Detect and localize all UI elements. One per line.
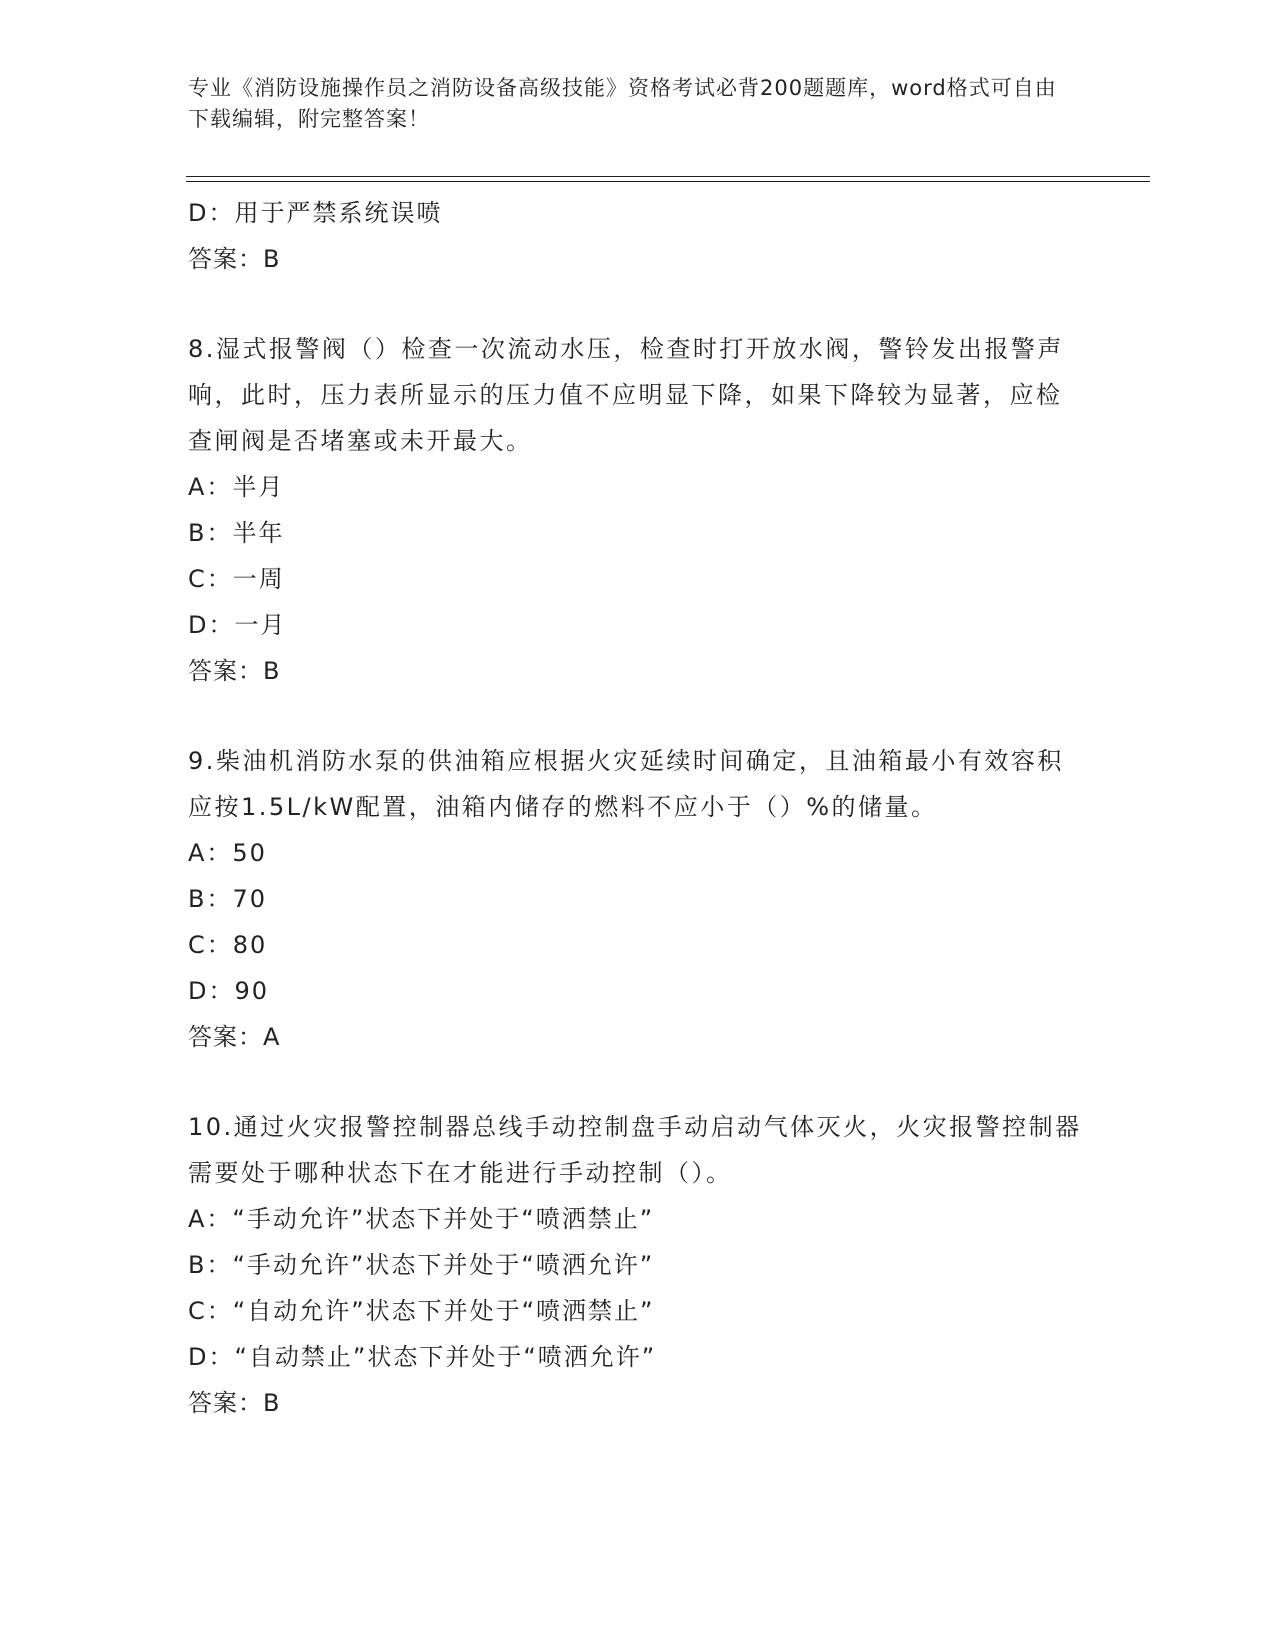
question-10	[188, 1104, 1088, 1426]
option-d: D：“自动禁止”状态下并处于“喷洒允许”	[188, 1343, 657, 1371]
option-c: C：“自动允许”状态下并处于“喷洒禁止”	[188, 1297, 655, 1325]
option-d: D：一月	[188, 611, 287, 639]
answer-line: 答案：B	[188, 245, 281, 273]
answer-line: 答案：B	[188, 1389, 281, 1417]
previous-question-tail	[188, 190, 1088, 282]
option-c: C：80	[188, 931, 268, 959]
option-b: B：“手动允许”状态下并处于“喷洒允许”	[188, 1251, 655, 1279]
question-text: 8.湿式报警阀（）检查一次流动水压，检查时打开放水阀，警铃发出报警声响，此时，压力表所显示的压力值不应明显下降，如果下降较为显著，应检查闸阀是否堵塞或未开最大。	[188, 335, 1064, 455]
question-text: 10.通过火灾报警控制器总线手动控制盘手动启动气体灭火，火灾报警控制器需要处于哪种状态下在才能进行手动控制（）。	[188, 1113, 1082, 1187]
answer-line: 答案：A	[188, 1023, 281, 1051]
option-d: D：90	[188, 977, 270, 1005]
question-text: 9.柴油机消防水泵的供油箱应根据火灾延续时间确定，且油箱最小有效容积应按1.5L/kW配置，油箱内储存的燃料不应小于（）%的储量。	[188, 747, 1064, 821]
header-divider-top	[186, 176, 1150, 177]
option-c: C：一周	[188, 565, 285, 593]
option-b: B：半年	[188, 519, 285, 547]
option-a: A：半月	[188, 473, 285, 501]
question-list	[188, 190, 1088, 1426]
option-d: D：用于严禁系统误喷	[188, 199, 443, 227]
question-8	[188, 326, 1088, 694]
option-a: A：“手动允许”状态下并处于“喷洒禁止”	[188, 1205, 655, 1233]
option-a: A：50	[188, 839, 267, 867]
answer-line: 答案：B	[188, 657, 281, 685]
header-divider-bottom	[186, 181, 1150, 182]
document-header: 专业《消防设施操作员之消防设备高级技能》资格考试必背200题题库，word格式可自由下载编辑，附完整答案！	[188, 76, 1057, 131]
option-b: B：70	[188, 885, 268, 913]
question-9	[188, 738, 1088, 1060]
